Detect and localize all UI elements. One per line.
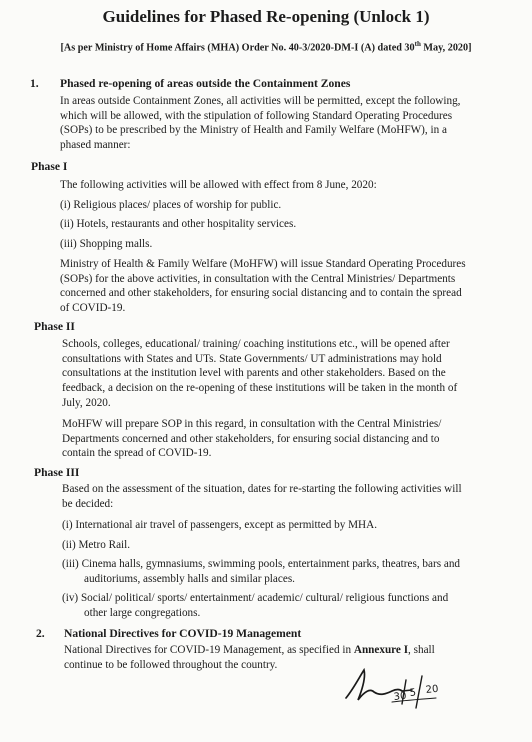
text-line: feedback, a decision on the re-opening of these institutions will be taken in the month of xyxy=(62,382,458,395)
page-title: Guidelines for Phased Re-opening (Unlock 1) xyxy=(102,7,430,26)
phase-2-heading: Phase II xyxy=(34,320,75,333)
section-1-number: 1. xyxy=(30,77,39,90)
phase-3-item: (ii) Metro Rail. xyxy=(62,539,131,551)
text-line: which will be allowed, with the stipulation of following Standard Operating Procedures xyxy=(60,109,453,122)
handwritten-signature xyxy=(340,658,470,718)
text-line: Based on the assessment of the situation, dates for re-starting the following activities will xyxy=(62,483,462,495)
phase-1-item: (iii) Shopping malls. xyxy=(60,238,153,250)
phase-3-heading: Phase III xyxy=(34,466,80,479)
phase-1-intro: The following activities will be allowed with effect from 8 June, 2020: xyxy=(60,179,377,191)
section-2-line: National Directives for COVID-19 Management, as specified in Annexure I, shall xyxy=(64,644,435,656)
phase-2-paragraph-2 xyxy=(62,417,497,461)
text-line: Departments concerned and other stakeholders, for ensuring social distancing and to xyxy=(62,432,440,445)
section-2-heading: National Directives for COVID-19 Management xyxy=(64,627,302,640)
svg-text:20: 20 xyxy=(425,683,439,696)
text-line: (SOPs) to be prescribed by the Ministry of Health and Family Welfare (MoHFW), in a xyxy=(60,124,447,137)
text-line: consultations with States and UTs. State Governments/ UT administrations may hold xyxy=(62,352,442,365)
text-line: phased manner: xyxy=(60,139,131,152)
svg-text:5: 5 xyxy=(409,687,417,699)
text-line: consultations at the institution level with parents and other stakeholders. Based on the xyxy=(62,367,446,380)
text-line: Schools, colleges, educational/ training/ coaching institutions etc., will be opened after xyxy=(62,338,450,350)
section-2-number: 2. xyxy=(36,627,45,640)
phase-3-item: (i) International air travel of passengers, except as permitted by MHA. xyxy=(62,519,378,531)
text-line: concerned and other stakeholders, for ensuring social distancing and to contain the spread xyxy=(60,287,462,300)
phase-3-item: (iii) Cinema halls, gymnasiums, swimming pools, entertainment parks, theatres, bars and xyxy=(62,558,461,570)
section-1-paragraph xyxy=(60,94,497,153)
section-1-heading: Phased re-opening of areas outside the Containment Zones xyxy=(60,77,351,90)
text-line: In areas outside Containment Zones, all activities will be permitted, except the following, xyxy=(60,95,461,107)
text-line: MoHFW will prepare SOP in this regard, in consultation with the Central Ministries/ xyxy=(62,418,442,430)
svg-text:30: 30 xyxy=(393,690,407,703)
phase-3-item-continued: other large congregations. xyxy=(84,607,201,619)
text-line: Ministry of Health & Family Welfare (MoHFW) will issue Standard Operating Procedures xyxy=(60,258,466,270)
phase-1-item: (ii) Hotels, restaurants and other hospitality services. xyxy=(60,218,297,230)
text-line: of COVID-19. xyxy=(60,302,126,315)
text-line: July, 2020. xyxy=(62,396,111,409)
phase-1-item: (i) Religious places/ places of worship for public. xyxy=(60,199,282,211)
order-reference: [As per Ministry of Home Affairs (MHA) Order No. 40-3/2020-DM-I (A) dated 30th May, 2020] xyxy=(60,40,472,54)
phase-3-intro xyxy=(62,482,497,511)
phase-3-item: (iv) Social/ political/ sports/ entertainment/ academic/ cultural/ religious functions and xyxy=(62,592,449,604)
section-2-line: continue to be followed throughout the country. xyxy=(64,659,278,671)
phase-1-heading: Phase I xyxy=(31,160,68,173)
phase-3-item-continued: auditoriums, assembly halls and similar places. xyxy=(84,573,295,585)
text-line: contain the spread of COVID-19. xyxy=(62,447,212,460)
phase-2-paragraph-1 xyxy=(62,337,497,411)
text-line: (SOPs) for the above activities, in consultation with the Central Ministries/ Departments xyxy=(60,272,456,285)
phase-1-paragraph xyxy=(60,257,497,316)
text-line: be decided: xyxy=(62,497,114,510)
